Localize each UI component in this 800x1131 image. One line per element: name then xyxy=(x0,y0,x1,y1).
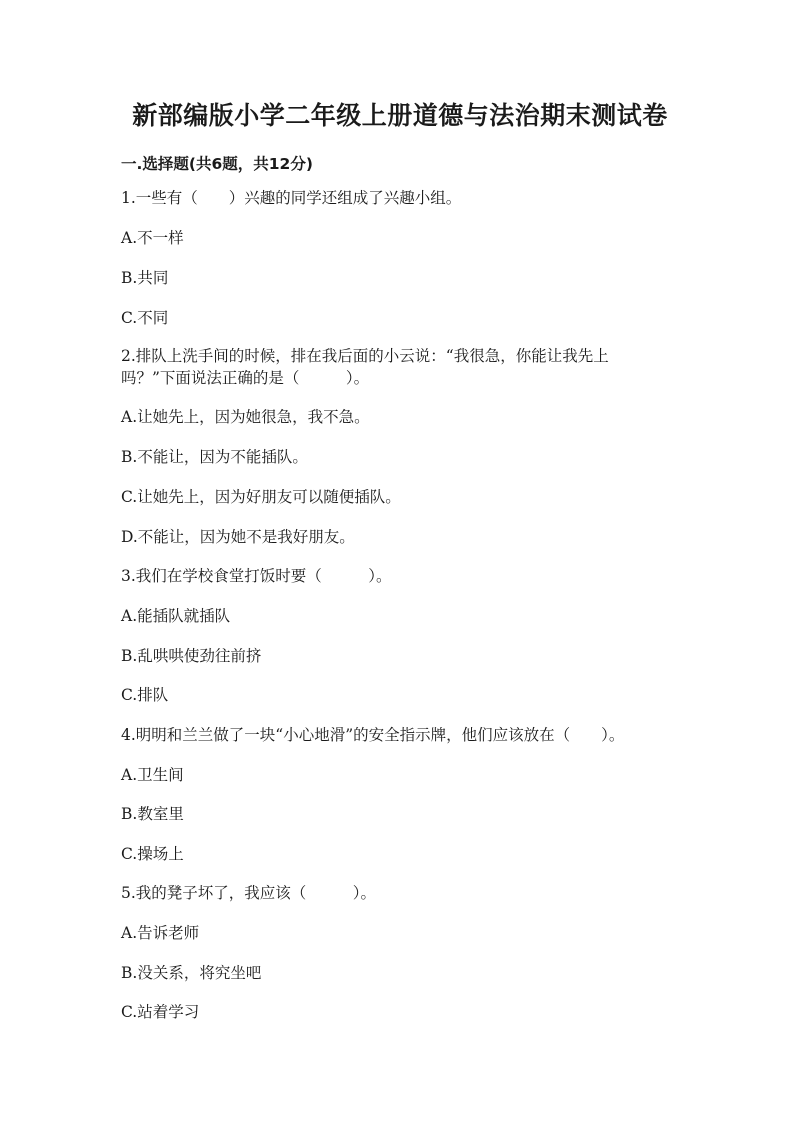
question-4-option-b: B.教室里 xyxy=(121,805,184,823)
question-1-stem: 1.一些有（ ）兴趣的同学还组成了兴趣小组。 xyxy=(121,189,462,207)
question-2-option-a: A.让她先上，因为她很急，我不急。 xyxy=(121,408,370,426)
question-5-stem: 5.我的凳子坏了，我应该（ ）。 xyxy=(121,884,377,902)
question-4-option-c: C.操场上 xyxy=(121,845,184,863)
question-2-option-c: C.让她先上，因为好朋友可以随便插队。 xyxy=(121,488,401,506)
question-4-option-a: A.卫生间 xyxy=(121,766,184,784)
question-2-option-d: D.不能让，因为她不是我好朋友。 xyxy=(121,528,355,546)
question-3-option-b: B.乱哄哄使劲往前挤 xyxy=(121,647,262,665)
question-5-option-c: C.站着学习 xyxy=(121,1003,200,1021)
question-1-option-b: B.共同 xyxy=(121,269,169,287)
question-3-stem: 3.我们在学校食堂打饭时要（ ）。 xyxy=(121,567,392,585)
question-5-option-b: B.没关系，将究坐吧 xyxy=(121,964,262,982)
question-3-option-c: C.排队 xyxy=(121,686,169,704)
question-1-option-c: C.不同 xyxy=(121,309,169,327)
question-2-stem-line-1: 2.排队上洗手间的时候，排在我后面的小云说：“我很急，你能让我先上 xyxy=(121,347,609,365)
page-title: 新部编版小学二年级上册道德与法治期末测试卷 xyxy=(132,101,668,130)
question-1-option-a: A.不一样 xyxy=(121,229,184,247)
section-heading: 一.选择题(共6题，共12分) xyxy=(121,155,313,173)
question-2-stem-line-2: 吗？”下面说法正确的是（ ）。 xyxy=(121,369,370,387)
question-3-option-a: A.能插队就插队 xyxy=(121,607,231,625)
question-2-option-b: B.不能让，因为不能插队。 xyxy=(121,448,308,466)
question-4-stem: 4.明明和兰兰做了一块“小心地滑”的安全指示牌，他们应该放在（ ）。 xyxy=(121,726,625,744)
question-5-option-a: A.告诉老师 xyxy=(121,924,200,942)
